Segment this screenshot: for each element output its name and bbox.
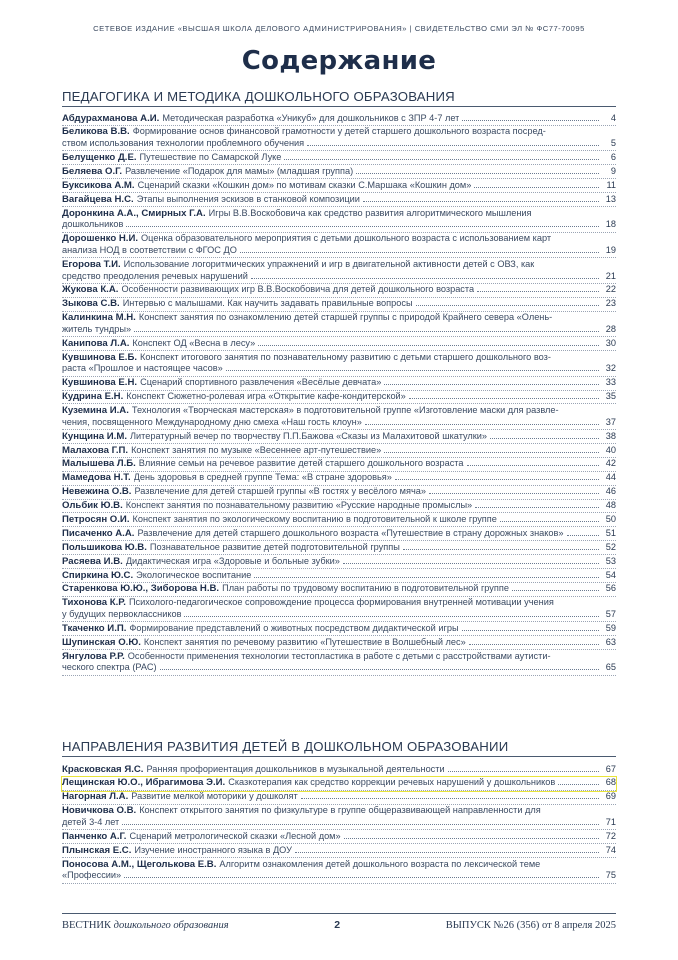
toc-entry[interactable] xyxy=(62,472,616,486)
toc-entry-line xyxy=(62,514,616,526)
toc-leader-dots xyxy=(469,644,599,645)
toc-leader-dots xyxy=(448,771,599,772)
toc-entry-title: Развитие мелкой моторики у дошколят xyxy=(131,791,298,802)
toc-entry-line xyxy=(62,764,616,776)
toc-entry-author: Поносова А.М., Щеголькова Е.В. xyxy=(62,858,217,870)
toc-entry[interactable] xyxy=(62,151,616,165)
toc-entry-page: 28 xyxy=(605,323,616,334)
toc-entry[interactable] xyxy=(62,763,616,777)
toc-entry-page: 53 xyxy=(605,555,616,566)
toc-entry-title: Конспект занятия по ознакомлению детей старшей группы с природой Крайнего севера «Олень- xyxy=(138,312,553,323)
toc-entry-page: 46 xyxy=(605,486,616,497)
toc-leader-dots xyxy=(475,507,599,508)
toc-entry-line xyxy=(62,259,616,271)
footer-journal-italic: дошкольного образования xyxy=(113,920,229,931)
page-title: Содержание xyxy=(241,46,437,76)
toc-entry[interactable] xyxy=(62,298,616,312)
toc-entry[interactable] xyxy=(62,830,616,844)
toc-entry[interactable] xyxy=(62,179,616,193)
toc-entry-author: Расяева И.В. xyxy=(62,555,123,567)
footer-page-number: 2 xyxy=(334,919,341,931)
toc-leader-dots xyxy=(184,616,599,617)
toc-leader-dots xyxy=(124,877,599,878)
toc-entry-line xyxy=(62,859,616,871)
toc-entry-line xyxy=(62,817,616,829)
toc-entry-line xyxy=(62,870,616,882)
toc-entry-author: Вагайцева Н.С. xyxy=(62,193,134,205)
toc-entry[interactable] xyxy=(62,165,616,179)
toc-entry-title: анализа НОД в соответствии с ФГОС ДО xyxy=(62,244,237,255)
toc-entry-title: Этапы выполнения эскизов в станковой композиции xyxy=(136,193,360,204)
toc-leader-dots xyxy=(500,521,599,522)
toc-entry-page: 4 xyxy=(610,112,616,123)
toc-entry-author: Зыкова С.В. xyxy=(62,298,120,310)
toc-leader-dots xyxy=(365,424,599,425)
toc-entry-title: Развлечение для детей старшего дошкольного возраста «Путешествие в страну дорожных знаков» xyxy=(137,527,564,538)
toc-entry-title: Конспект занятия по познавательному развитию «Русские народные промыслы» xyxy=(125,500,473,511)
toc-entry-page: 50 xyxy=(605,514,616,524)
toc-entry-line xyxy=(62,233,616,245)
toc-entry-title: Сценарий метрологической сказки «Лесной дом» xyxy=(129,830,341,841)
section-heading-directions: НАПРАВЛЕНИЯ РАЗВИТИЯ ДЕТЕЙ В ДОШКОЛЬНОМ ОБРАЗОВАНИИ xyxy=(62,739,616,757)
toc-entry-title: Использование логоритмических упражнений и игр в двигательной активности детей с ОВЗ, как xyxy=(123,258,535,269)
toc-entry-title: Сценарий спортивного развлечения «Весёлые девчата» xyxy=(140,377,382,388)
toc-entry[interactable] xyxy=(62,444,616,458)
toc-entry-title: Конспект Сюжетно-ролевая игра «Открытие кафе-кондитерской» xyxy=(126,391,406,402)
toc-entry-title: чения, посвященного Международному дню смеха «Наш гость клоун» xyxy=(62,416,362,427)
toc-entry-title: ческого спектра (РАС) xyxy=(62,662,157,673)
toc-entry[interactable] xyxy=(62,791,616,805)
toc-leader-dots xyxy=(395,479,599,480)
masthead: СЕТЕВОЕ ИЗДАНИЕ «ВЫСШАЯ ШКОЛА ДЕЛОВОГО АДМИНИСТРИРОВАНИЯ» | СВИДЕТЕЛЬСТВО СМИ ЭЛ № ФС77-70095 xyxy=(93,24,585,33)
toc-entry-line xyxy=(62,391,616,403)
toc-entry[interactable] xyxy=(62,622,616,636)
toc-entry-line xyxy=(62,180,616,192)
toc-leader-dots xyxy=(363,201,599,202)
toc-leader-dots xyxy=(384,384,599,385)
toc-entry-author: Калинкина М.Н. xyxy=(62,312,136,324)
toc-entry-line xyxy=(62,662,616,674)
toc-entry-line xyxy=(62,609,616,621)
toc-entry-line xyxy=(62,405,616,417)
toc-leader-dots xyxy=(284,159,599,160)
toc-entry[interactable] xyxy=(62,312,616,338)
toc-leader-dots xyxy=(254,577,599,578)
toc-entry-page: 54 xyxy=(605,569,616,580)
toc-entry[interactable] xyxy=(62,258,616,284)
toc-entry-line xyxy=(62,651,616,663)
toc-entry-author: Плынская Е.С. xyxy=(62,844,132,856)
toc-entry-title: Развлечение «Подарок для мамы» (младшая группа) xyxy=(125,165,354,176)
toc-leader-dots xyxy=(295,852,599,853)
toc-entry-author: Доронкина А.А., Смирных Г.А. xyxy=(62,207,206,219)
toc-entry[interactable] xyxy=(62,805,616,831)
toc-entry-author: Малахова Г.П. xyxy=(62,444,129,456)
toc-entry-page: 11 xyxy=(606,179,616,190)
toc-entry-title: дошкольников xyxy=(62,219,124,230)
toc-entry-title: Изучение иностранного языка в ДОУ xyxy=(134,844,292,855)
toc-entry-author: Красковская Я.С. xyxy=(62,763,144,775)
toc-entry-page: 71 xyxy=(605,816,616,827)
toc-leader-dots xyxy=(462,630,599,631)
toc-entry-title: Дидактическая игра «Здоровые и больные зубки» xyxy=(125,555,340,566)
footer-journal-prefix: ВЕСТНИК xyxy=(62,920,112,931)
toc-entry-author: Канипова Л.А. xyxy=(62,337,130,349)
toc-entry-author: Польшикова Ю.В. xyxy=(62,541,147,553)
toc-entry-author: Новичкова О.В. xyxy=(62,805,137,817)
toc-entry-author: Беляева О.Г. xyxy=(62,165,123,177)
toc-entry[interactable] xyxy=(62,458,616,472)
toc-leader-dots xyxy=(258,345,599,346)
toc-leader-dots xyxy=(384,452,599,453)
section-heading-pedagogy: ПЕДАГОГИКА И МЕТОДИКА ДОШКОЛЬНОГО ОБРАЗОВАНИЯ xyxy=(62,89,616,107)
toc-entry-title: Сказкотерапия как средство коррекции речевых нарушений у дошкольников xyxy=(228,777,556,788)
toc-leader-dots xyxy=(474,187,599,188)
toc-entry[interactable] xyxy=(62,193,616,207)
toc-entry-author: Жукова К.А. xyxy=(62,284,119,296)
toc-entry[interactable] xyxy=(62,636,616,650)
toc-entry-author: Невежина О.В. xyxy=(62,486,132,498)
toc-entry-page: 42 xyxy=(605,458,616,469)
toc-entry[interactable] xyxy=(62,500,616,514)
toc-entry-line xyxy=(62,245,616,257)
toc-entry-line xyxy=(62,324,616,336)
toc-leader-dots xyxy=(126,226,599,227)
toc-entry-page: 74 xyxy=(605,844,616,855)
toc-entry-line xyxy=(62,445,616,457)
toc-entry-page: 38 xyxy=(605,430,616,441)
toc-leader-dots xyxy=(567,535,599,536)
toc-entry[interactable] xyxy=(62,858,616,884)
toc-leader-dots xyxy=(467,465,599,466)
toc-entry[interactable] xyxy=(62,126,616,152)
toc-leader-dots xyxy=(251,278,599,279)
footer-journal xyxy=(62,920,229,931)
toc-entry[interactable] xyxy=(62,112,616,126)
toc-entry-line xyxy=(62,570,616,582)
toc-entry-title: Особенности применения технологии тестопластика в работе с детьми с расстройствами аутисти- xyxy=(127,650,551,661)
toc-entry-author: Мамедова Н.Т. xyxy=(62,472,131,484)
toc-leader-dots xyxy=(301,798,599,799)
toc-entry-title: Формирование представлений о животных посредством дидактической игры xyxy=(129,622,459,633)
toc-leader-dots xyxy=(462,120,599,121)
toc-leader-dots xyxy=(356,173,599,174)
toc-entry-title: День здоровья в средней группе Тема: «В стране здоровья» xyxy=(133,472,392,483)
toc-entry[interactable] xyxy=(62,391,616,405)
toc-entry-title: Ранняя профориентация дошкольников в музыкальной деятельности xyxy=(146,763,445,774)
toc-entry-title: Экологическое воспитание xyxy=(136,569,252,580)
toc-entry-page: 30 xyxy=(605,337,616,348)
toc-entry[interactable] xyxy=(62,377,616,391)
toc-entry-line xyxy=(62,556,616,568)
toc-entry-line xyxy=(62,298,616,310)
toc-entry-title: Путешествие по Самарской Луке xyxy=(139,152,282,163)
toc-entry-page: 5 xyxy=(610,138,616,149)
toc-entry-author: Старенкова Ю.Ю., Зиборова Н.В. xyxy=(62,583,220,595)
toc-entry-line xyxy=(62,363,616,375)
toc-entry-author: Лещинская Ю.О., Ибрагимова Э.И. xyxy=(62,777,226,789)
toc-section-pedagogy xyxy=(62,112,616,676)
toc-entry-line xyxy=(62,219,616,231)
toc-entry-author: Малышева Л.Б. xyxy=(62,458,136,470)
toc-leader-dots xyxy=(429,493,599,494)
toc-entry-page: 52 xyxy=(605,541,616,552)
toc-entry[interactable] xyxy=(62,541,616,555)
toc-leader-dots xyxy=(134,331,599,332)
toc-entry-author: Кувшинова Е.Н. xyxy=(62,377,138,389)
toc-entry-line xyxy=(62,113,616,125)
toc-entry-title: Развлечение для детей старшей группы «В гостях у весёлого мяча» xyxy=(134,486,426,497)
toc-entry-title: Конспект занятия по экологическому воспитанию в подготовительной к школе группе xyxy=(132,514,497,524)
page-footer xyxy=(62,913,616,931)
toc-entry-title: житель тундры» xyxy=(62,323,132,334)
toc-entry-title: Конспект ОД «Весна в лесу» xyxy=(132,337,256,348)
toc-entry-author: Ольбик Ю.В. xyxy=(62,500,123,512)
toc-entry-line xyxy=(62,637,616,649)
toc-entry-line xyxy=(62,472,616,484)
toc-entry-line xyxy=(62,528,616,540)
toc-entry-line xyxy=(62,777,616,789)
toc-entry[interactable] xyxy=(62,583,616,597)
toc-entry-page: 6 xyxy=(610,152,616,163)
toc-entry-line xyxy=(62,166,616,178)
toc-leader-dots xyxy=(160,669,599,670)
toc-entry-author: Янгулова Р.Р. xyxy=(62,650,125,662)
toc-entry-page: 9 xyxy=(610,165,616,176)
toc-entry-line xyxy=(62,791,616,803)
toc-entry-page: 13 xyxy=(605,193,616,204)
toc-leader-dots xyxy=(344,838,599,839)
toc-entry-title: Особенности развивающих игр В.В.Воскобовича для детей дошкольного возраста xyxy=(121,284,475,295)
toc-entry[interactable] xyxy=(62,777,616,791)
toc-entry-line xyxy=(62,208,616,220)
toc-entry-line xyxy=(62,831,616,843)
toc-entry-line xyxy=(62,152,616,164)
toc-entry-page: 18 xyxy=(605,219,616,230)
toc-entry-page: 19 xyxy=(605,244,616,255)
toc-entry-title: раста «Прошлое и настоящее часов» xyxy=(62,363,223,374)
toc-entry-page: 72 xyxy=(605,830,616,841)
toc-section-directions xyxy=(62,763,616,884)
toc-entry-page: 21 xyxy=(605,270,616,281)
toc-entry-page: 40 xyxy=(605,444,616,455)
toc-leader-dots xyxy=(558,784,599,785)
toc-entry-author: Кудрина Е.Н. xyxy=(62,391,124,403)
toc-entry-page: 44 xyxy=(605,472,616,483)
toc-entry-title: ством использования технологии проблемного обучения xyxy=(62,138,305,149)
toc-entry-line xyxy=(62,138,616,150)
toc-entry[interactable] xyxy=(62,569,616,583)
toc-entry[interactable] xyxy=(62,650,616,676)
toc-entry[interactable] xyxy=(62,207,616,233)
toc-leader-dots xyxy=(512,590,599,591)
toc-entry-line xyxy=(62,271,616,283)
toc-leader-dots xyxy=(477,291,599,292)
toc-entry-author: Панченко А.Г. xyxy=(62,830,127,842)
toc-entry-author: Буксикова А.М. xyxy=(62,179,135,191)
toc-entry-page: 59 xyxy=(605,622,616,633)
toc-entry-author: Петросян О.И. xyxy=(62,514,130,525)
toc-entry-line xyxy=(62,194,616,206)
toc-entry-title: Методическая разработка «Уникуб» для дошкольников с ЗПР 4-7 лет xyxy=(162,112,460,123)
toc-entry-title: Психолого-педагогическое сопровождение процесса формирования внутренней мотивации учения xyxy=(128,597,554,608)
toc-entry-title: Конспект открытого занятия по физкультуре в группе общеразвивающей направленности для xyxy=(139,805,541,816)
toc-entry-line xyxy=(62,458,616,470)
toc-entry-line xyxy=(62,338,616,350)
toc-leader-dots xyxy=(343,563,599,564)
toc-leader-dots xyxy=(122,824,599,825)
toc-entry-author: Ткаченко И.П. xyxy=(62,622,127,634)
toc-entry-author: Писаченко А.А. xyxy=(62,527,135,539)
toc-entry[interactable] xyxy=(62,597,616,623)
toc-entry-author: Беликова В.В. xyxy=(62,126,130,138)
toc-entry-title: Познавательное развитие детей подготовительной группы xyxy=(149,541,400,552)
toc-entry-author: Тихонова К.Р. xyxy=(62,597,126,609)
toc-entry[interactable] xyxy=(62,486,616,500)
toc-entry-author: Егорова Т.И. xyxy=(62,258,121,270)
toc-entry-title: у будущих первоклассников xyxy=(62,609,182,620)
toc-entry-line xyxy=(62,597,616,609)
toc-entry-title: Литературный вечер по творчеству П.П.Бажова «Сказы из Малахитовой шкатулки» xyxy=(130,430,488,441)
toc-entry-title: Оценка образовательного мероприятия с детьми дошкольного возраста с использованием карт xyxy=(141,233,552,244)
toc-entry[interactable] xyxy=(62,430,616,444)
toc-entry-page: 57 xyxy=(605,609,616,620)
toc-entry-line xyxy=(62,431,616,443)
toc-entry-title: Алгоритм ознакомления детей дошкольного возраста по лексической теме xyxy=(219,858,541,869)
toc-entry-line xyxy=(62,583,616,595)
toc-entry-author: Нагорная Л.А. xyxy=(62,791,129,803)
toc-entry-line xyxy=(62,845,616,857)
footer-issue: ВЫПУСК №26 (356) от 8 апреля 2025 xyxy=(445,920,616,931)
toc-entry-author: Шупинская О.Ю. xyxy=(62,636,141,648)
toc-entry[interactable] xyxy=(62,844,616,858)
toc-entry-title: Сценарий сказки «Кошкин дом» по мотивам сказки С.Маршака «Кошкин дом» xyxy=(137,179,472,190)
toc-entry[interactable] xyxy=(62,527,616,541)
toc-entry-title: средство преодоления речевых нарушений xyxy=(62,270,248,281)
toc-leader-dots xyxy=(403,549,599,550)
toc-entry-author: Дорошенко Н.И. xyxy=(62,233,139,245)
toc-entry[interactable] xyxy=(62,404,616,430)
toc-leader-dots xyxy=(240,252,599,253)
toc-entry-page: 51 xyxy=(605,527,616,538)
toc-entry-page: 56 xyxy=(605,583,616,594)
toc-entry-page: 75 xyxy=(605,870,616,881)
toc-entry-title: Конспект занятия по музыке «Весеннее арт-путешествие» xyxy=(131,444,382,455)
toc-entry-page: 23 xyxy=(605,298,616,309)
toc-entry-line xyxy=(62,126,616,138)
toc-leader-dots xyxy=(409,398,599,399)
toc-entry-author: Абдурахманова А.И. xyxy=(62,112,160,124)
toc-entry[interactable] xyxy=(62,513,616,527)
toc-entry-author: Кунщина И.М. xyxy=(62,430,127,442)
toc-entry-line xyxy=(62,352,616,364)
toc-entry-title: Игры В.В.Воскобовича как средство развития алгоритмического мышления xyxy=(208,207,532,218)
toc-leader-dots xyxy=(416,305,599,306)
toc-entry-title: детей 3-4 лет xyxy=(62,816,120,827)
toc-entry-line xyxy=(62,377,616,389)
toc-entry-line xyxy=(62,500,616,512)
toc-entry-page: 68 xyxy=(605,777,616,788)
toc-entry-title: Конспект занятия по речевому развитию «Путешествие в Волшебный лес» xyxy=(143,636,466,647)
toc-entry-author: Спиркина Ю.С. xyxy=(62,569,134,581)
toc-entry-page: 63 xyxy=(605,636,616,647)
toc-entry-line xyxy=(62,486,616,498)
toc-entry-line xyxy=(62,623,616,635)
toc-leader-dots xyxy=(307,145,599,146)
toc-entry-author: Куземина И.А. xyxy=(62,405,129,417)
toc-leader-dots xyxy=(226,370,599,371)
toc-entry-line xyxy=(62,542,616,554)
toc-entry-page: 22 xyxy=(605,284,616,295)
toc-entry-page: 37 xyxy=(605,416,616,427)
toc-entry[interactable] xyxy=(62,555,616,569)
toc-entry-page: 32 xyxy=(605,363,616,374)
toc-entry-line xyxy=(62,312,616,324)
toc-entry-title: Интервью с малышами. Как научить задавать правильные вопросы xyxy=(122,298,413,309)
toc-entry-title: «Профессии» xyxy=(62,870,122,881)
toc-entry-page: 65 xyxy=(605,662,616,673)
toc-entry-author: Белущенко Д.Е. xyxy=(62,152,137,164)
toc-entry[interactable] xyxy=(62,351,616,377)
toc-leader-dots xyxy=(490,438,599,439)
toc-entry-title: Технология «Творческая мастерская» в подготовительной группе «Изготовление маски для развле- xyxy=(131,405,559,416)
toc-entry-title: Конспект итогового занятия по познавательному развитию с детьми старшего дошкольного воз- xyxy=(140,351,551,362)
toc-entry-page: 33 xyxy=(605,377,616,388)
toc-entry-line xyxy=(62,284,616,296)
toc-entry-page: 69 xyxy=(605,791,616,802)
toc-entry-title: Формирование основ финансовой грамотности у детей старшего дошкольного возраста посред- xyxy=(132,126,546,137)
toc-entry[interactable] xyxy=(62,337,616,351)
toc-entry[interactable] xyxy=(62,233,616,259)
toc-entry[interactable] xyxy=(62,284,616,298)
toc-entry-author: Кувшинова Е.Б. xyxy=(62,351,138,363)
toc-entry-title: Влияние семьи на речевое развитие детей старшего дошкольного возраста xyxy=(138,458,464,469)
toc-entry-line xyxy=(62,417,616,429)
toc-entry-page: 67 xyxy=(605,763,616,774)
toc-entry-title: План работы по трудовому воспитанию в подготовительной группе xyxy=(222,583,509,594)
toc-entry-line xyxy=(62,805,616,817)
toc-entry-page: 48 xyxy=(605,500,616,511)
toc-entry-page: 35 xyxy=(605,391,616,402)
